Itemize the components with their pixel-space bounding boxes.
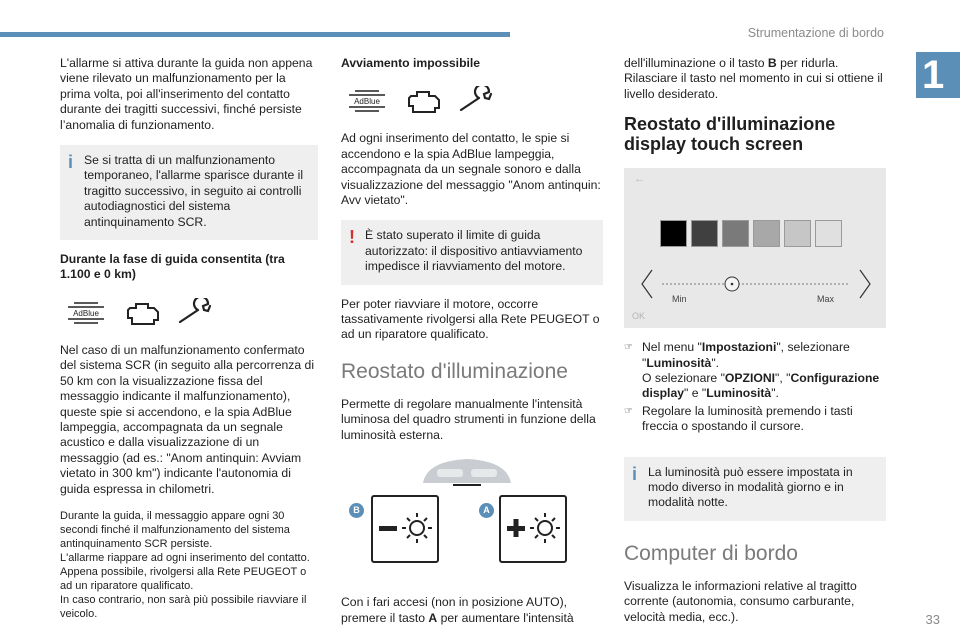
slider-min-label: Min [672,294,687,305]
section-title: Reostato d'illuminazione [341,359,568,383]
section-title: Reostato d'illuminazione display touch screen [624,114,836,155]
text: ". [711,355,720,370]
adblue-label: AdBlue [354,97,380,107]
steps-list [624,340,886,434]
paragraph: L'allarme si attiva durante la guida non appena viene rilevato un malfunzionamento per la prima volta, poi all'inserimento del contatto durante dei tragitti successivi, finché persiste l’anomalia di funzionamento. [60,56,313,132]
minus-sun-icon [373,497,437,561]
arrow-bullet-icon: ☞ [624,405,633,417]
text: dell'illuminazione o il tasto [624,56,768,70]
engine-icon [124,298,164,328]
info-text: Se si tratta di un malfunzionamento temporaneo, l'allarme sparisce durante il tragitto successivo, in seguito ai controlli autodiagnostici del sistema antinquinamento SCR. [84,153,304,229]
text: ". [771,386,779,401]
column-1 [60,56,318,621]
text: Nel menu " [642,340,702,355]
plus-sun-icon [501,497,565,561]
brightness-swatch-4[interactable] [753,220,780,247]
menu-label: Configurazione display [642,371,880,401]
header-bar [0,32,510,37]
wrench-icon [176,298,216,328]
section-heading: Avviamento impossibile [341,56,481,70]
dimmer-buttons-figure [341,455,603,587]
text: " e " [684,386,707,401]
column-3 [624,56,886,637]
adblue-label: AdBlue [73,308,99,318]
brightness-swatch-3[interactable] [722,220,749,247]
paragraph [341,595,603,626]
brightness-swatch-1[interactable] [660,220,687,247]
small-text: Durante la guida, il messaggio appare ogni 30 secondi finché il malfunzionamento del sistema antinquinamento SCR persiste. [60,509,290,550]
info-icon: i [68,152,74,173]
column-2 [341,56,603,638]
dimmer-increase-key [499,495,567,563]
slider-max-label: Max [816,294,834,305]
list-item [624,340,886,402]
info-note [60,145,318,240]
exclamation-icon: ! [349,227,355,248]
arrow-bullet-icon: ☞ [624,342,633,354]
list-item [624,404,886,435]
brightness-swatch-2[interactable] [691,220,718,247]
info-note [624,457,886,521]
slider-right-arrow-icon [860,270,870,298]
text: O selezionare " [642,371,725,386]
engine-icon [405,86,445,116]
menu-label: Impostazioni [701,340,777,355]
dashboard-icon [419,455,515,489]
paragraph: Visualizza le informazioni relative al tragitto corrente (autonomia, consumo carburante, velocità media, ecc.). [624,578,857,624]
text: Con i fari accesi (non in posizione AUTO), premere il tasto [341,595,568,625]
brightness-slider[interactable] [638,268,874,304]
paragraph: Ad ogni inserimento del contatto, le spie si accendono e la spia AdBlue lampeggia, accompagnata da un segnale sonoro e dalla visualizzazione del messaggio "Anom antinquin: Avv vietato". [341,131,601,208]
page-number: 33 [925,612,940,627]
text: ", selezionare " [642,340,850,370]
badge-b: B [349,503,364,518]
paragraph: Permette di regolare manualmente l'intensità luminosa del quadro strumenti in funzione della luminosità esterna. [341,396,596,442]
brightness-swatch-6[interactable] [815,220,842,247]
brightness-swatch-5[interactable] [784,220,811,247]
text: per aumentare l'intensità [437,610,574,625]
text: per ridurla. Rilasciare il tasto nel momento in cui si ottiene il livello desiderato. [624,56,883,101]
chapter-tab: 1 [916,52,960,98]
running-title: Strumentazione di bordo [747,26,884,40]
adblue-icon [60,298,112,328]
warning-lights [341,83,603,119]
back-arrow-icon[interactable]: ← [634,173,645,186]
section-heading: Durante la fase di guida consentita (tra 1.100 e 0 km) [60,252,285,282]
warning-text: È stato superato il limite di guida autorizzato: il dispositivo antiavviamento impedisce il riavviamento del motore. [365,228,583,274]
warning-lights [60,295,318,331]
badge-a: A [479,503,494,518]
small-text: In caso contrario, non sarà più possibile riavviare il veicolo. [60,593,307,620]
key-label: A [428,610,438,625]
small-text: Appena possibile, rivolgersi alla Rete PEUGEOT o ad un riparatore qualificato. [60,565,307,592]
menu-label: Luminosità [646,355,712,370]
info-text: La luminosità può essere impostata in modo diverso in modalità giorno e in modalità notte. [648,464,853,510]
paragraph: Per poter riavviare il motore, occorre tassativamente rivolgersi alla Rete PEUGEOT o ad un riparatore qualificato. [341,296,600,342]
dimmer-decrease-key [371,495,439,563]
warning-note [341,220,603,284]
small-text: L'allarme riappare ad ogni inserimento del contatto. [60,551,310,564]
adblue-icon [341,86,393,116]
wrench-icon [457,86,497,116]
key-label: B [767,56,777,70]
section-title: Computer di bordo [624,541,798,565]
slider-left-arrow-icon [642,270,652,298]
menu-label: Luminosità [706,386,772,401]
brightness-swatches [660,220,842,247]
paragraph [624,56,886,102]
text: ", " [775,371,791,386]
menu-label: OPZIONI [724,371,776,386]
text: Regolare la luminosità premendo i tasti freccia o spostando il cursore. [642,403,853,434]
ok-button[interactable]: OK [632,310,646,321]
touchscreen-brightness-panel [624,168,886,328]
info-icon: i [632,463,638,484]
paragraph: Nel caso di un malfunzionamento confermato del sistema SCR (in seguito alla percorrenza di 50 km con la visualizzazione fissa del messaggio indicante il malfunzionamento), queste spie si accendono, e la spia AdBlue lampeggia, accompagnata da un segnale acustico e dalla visualizzazione di un messaggio (ad es.: "Anom antinquin: Avviam vietato in 300 km") indicante l'autonomia di guida espressa in chilometri. [60,342,315,496]
